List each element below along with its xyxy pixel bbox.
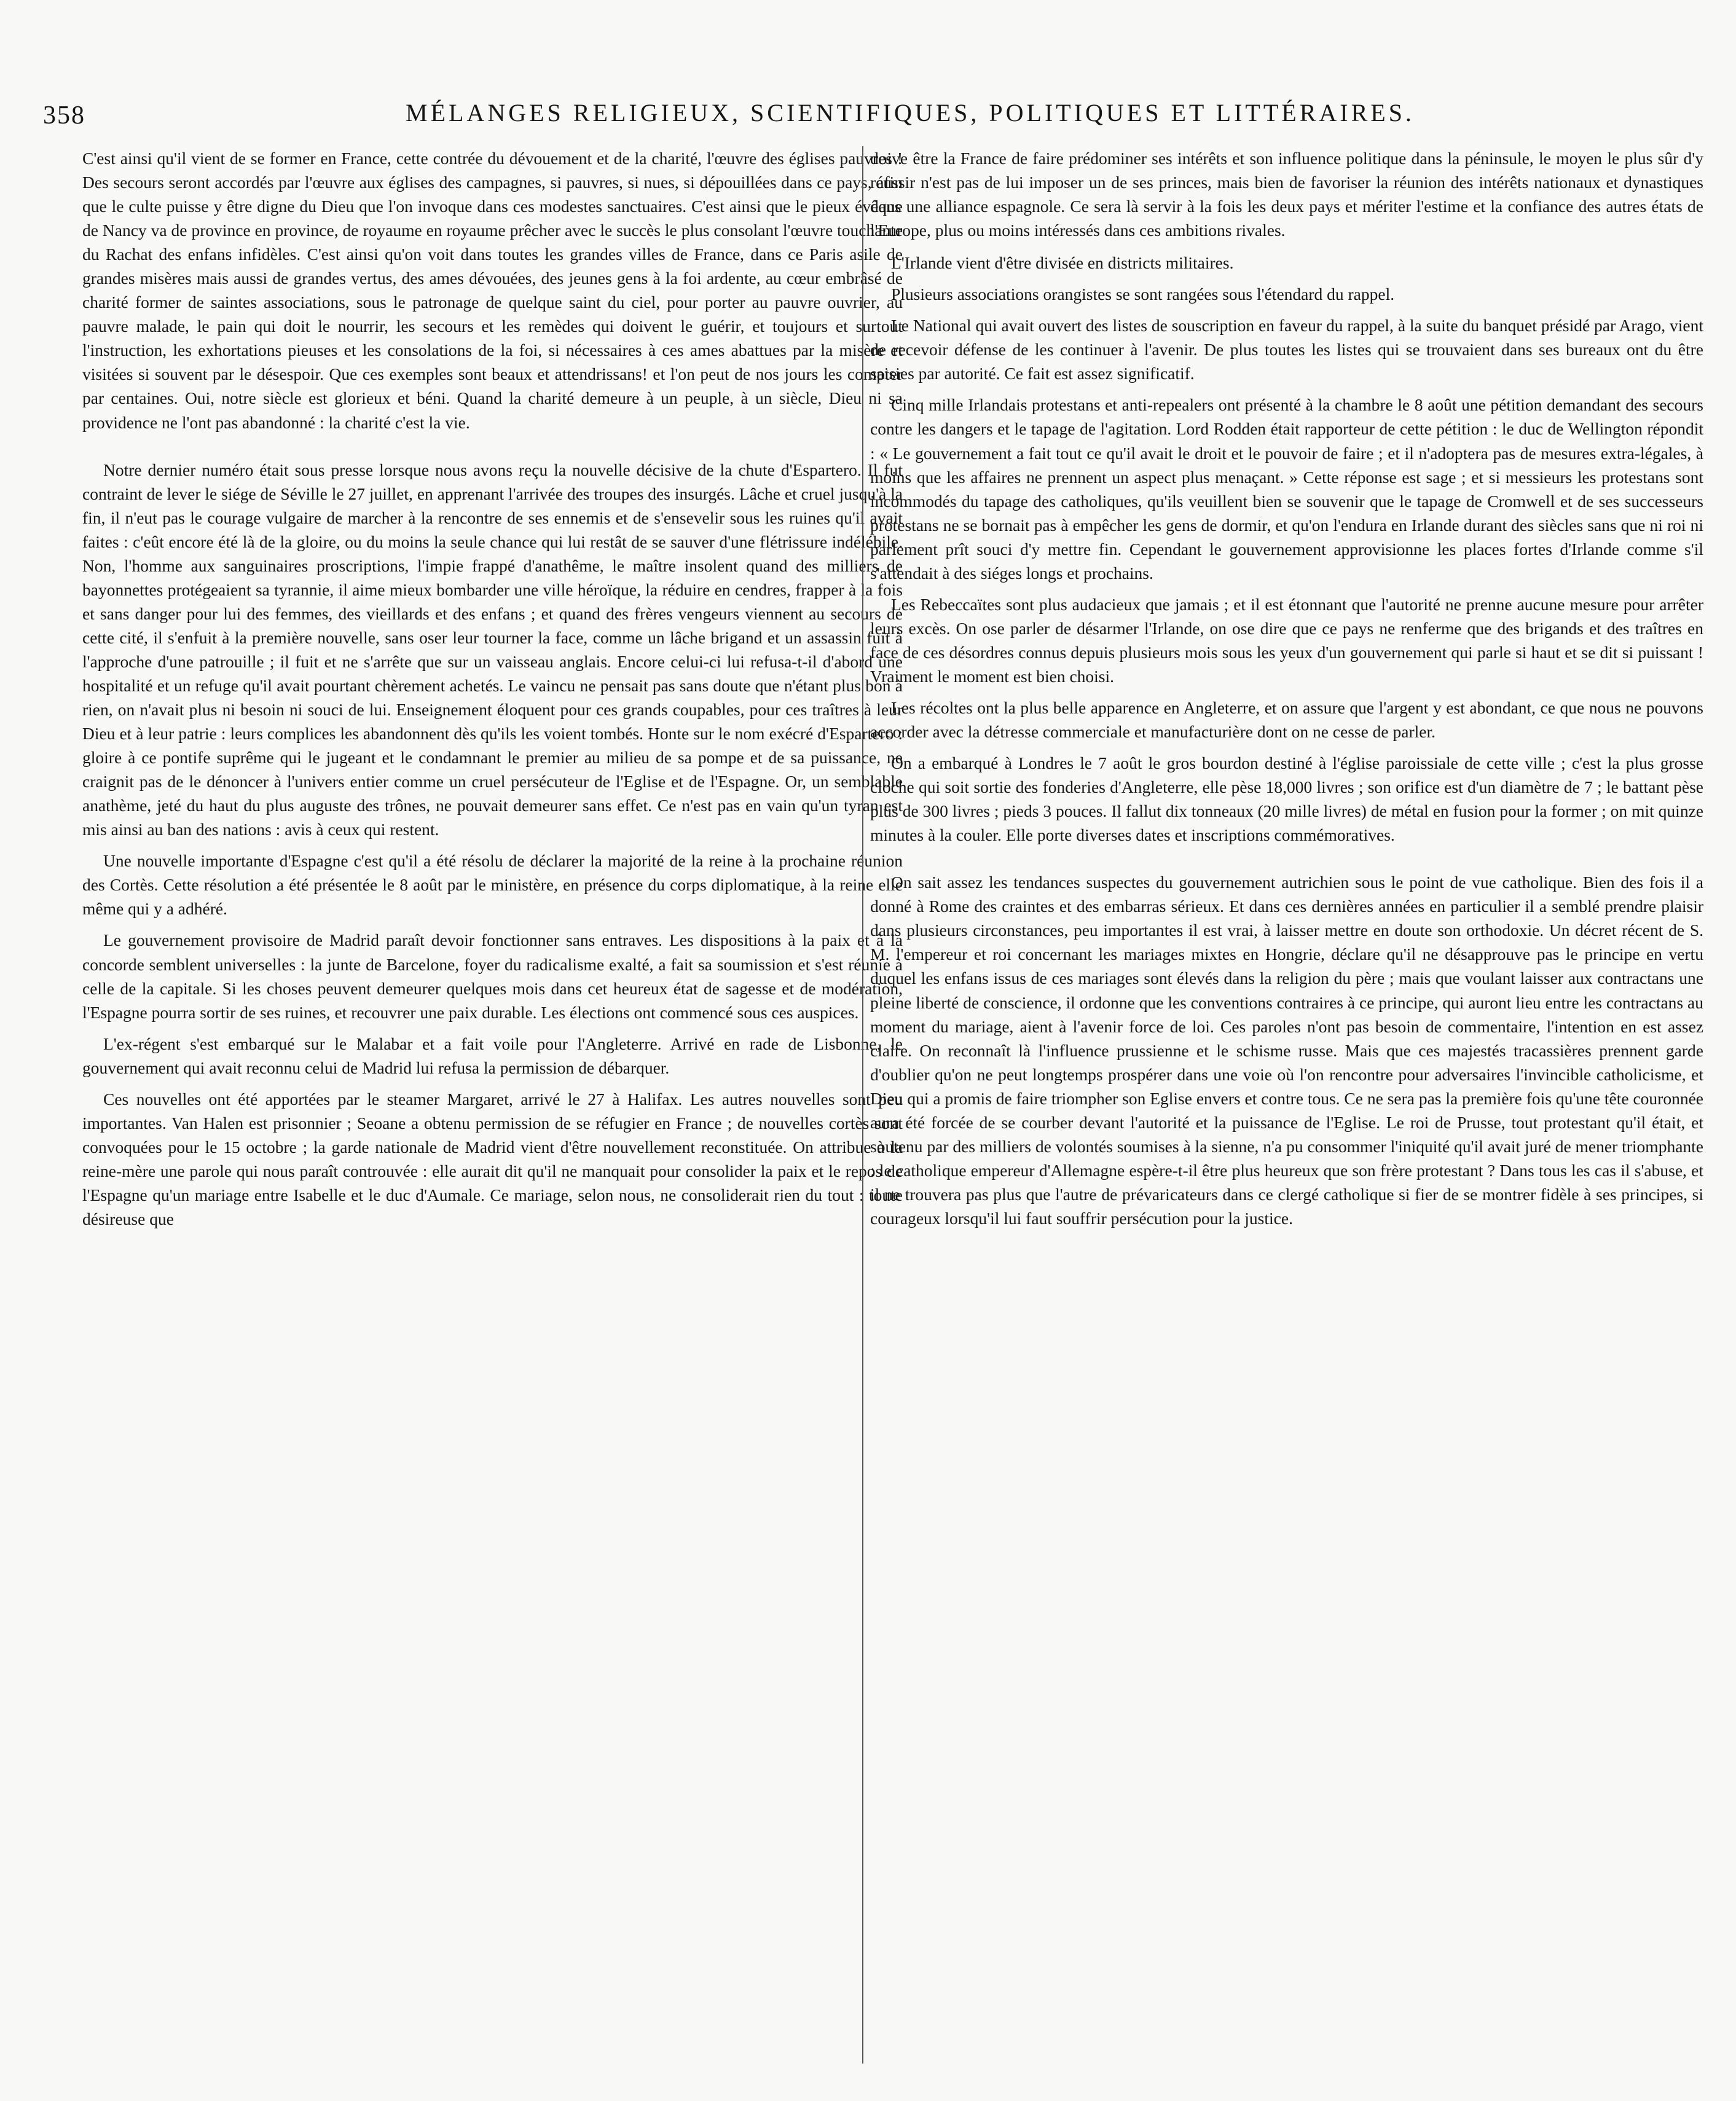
article-london-bell: On a embarqué à Londres le 7 août le gros bourdon destiné à l'église paroissiale de cette ville ; c'est la plus grosse cloche qui soit sortie des fonderies d'Angleterre, elle pèse 18,000 livres ; son orifice est d'un diamètre de 7 ; le battant pèse plus de 300 livres ; pieds 3 pouces. Il fallut dix tonneaux (20 mille livres) de métal en fusion pour la former ; on mit quinze minutes à la couler. Elle porte diverses dates et inscriptions commémoratives. — [870, 753, 1703, 845]
article-orangist-associations: Plusieurs associations orangistes se sont rangées sous l'étendard du rappel. — [891, 285, 1395, 304]
left-column — [82, 146, 903, 1231]
article-austrian-government: On sait assez les tendances suspectes du gouvernement autrichien sous le point de vue catholique. Bien des fois il a donné à Rome des craintes et des embarras sérieux. Et dans ces dernières années en particulier il a semblé prendre plaisir dans plusieurs circonstances, peu importantes il est vrai, à laisser mettre en doute son orthodoxie. Un décret récent de S. M. l'empereur et roi concernant les mariages mixtes en Hongrie, déclare qu'il ne désapprouve pas le principe en vertu duquel les enfans issus de ces mariages sont élevés dans la religion du père ; mais que voulant laisser aux contractans une pleine liberté de conscience, il ordonne que les conventions contraires à ce principe, qui auront lieu entre les contractans au moment du mariage, aient à l'avenir force de loi. Ces paroles n'ont pas besoin de commentaire, l'intention en est assez claire. On reconnaît là l'influence prussienne et le schisme russe. Mais que ces majestés tracassières prennent garde d'oublier qu'on ne peut longtemps prospérer dans une voie où l'on rencontre pour adversaires l'invincible catholicisme, et Dieu qui a promis de faire triompher son Eglise envers et contre tous. Ce ne sera pas la première fois qu'une tête couronnée aura été forcée de se courber devant l'autorité et la puissance de l'Eglise. Le roi de Prusse, tout protestant qu'il était, et soutenu par des milliers de volontés soumises à la sienne, n'a pu consommer l'iniquité qu'il avait juré de mener triomphante : le catholique empereur d'Allemagne espère-t-il être plus heureux que son frère protestant ? Dans tous les cas il s'abuse, et il ne trouvera pas plus que l'autre de prévaricateurs dans ce clergé catholique si fier de se montrer fidèle à ses principes, si courageux lorsqu'il lui faut souffrir persécution pour la justice. — [870, 873, 1703, 1228]
page-number: 358 — [43, 101, 85, 130]
article-charity-works: C'est ainsi qu'il vient de se former en France, cette contrée du dévouement et de la charité, l'œuvre des églises pauvres ! Des secours seront accordés par l'œuvre aux églises des campagnes, si pauvres, si nues, si dépouillées dans ce pays, afin que le culte puisse y être digne du Dieu que l'on invoque dans ces modestes sanctuaires. C'est ainsi que le pieux évêque de Nancy va de province en province, de royaume en royaume prêcher avec le succès le plus consolant l'œuvre touchante du Rachat des enfans infidèles. C'est ainsi qu'on voit dans toutes les grandes villes de France, dans ce Paris asile de grandes misères mais aussi de grandes vertus, des ames dévouées, des jeunes gens à la foi ardente, au cœur embrâsé de charité former de saintes associations, sous le patronage de quelque saint du ciel, pour porter au pauvre ouvrier, au pauvre malade, le pain qui doit le nourrir, les secours et les remèdes qui doivent le guérir, et toujours et surtout l'instruction, les exhortations pieuses et les consolations de la foi, si nécessaires à ces ames abattues par la misère et visitées si souvent par le désespoir. Que ces exemples sont beaux et attendrissans! et l'on peut de nos jours les compter par centaines. Oui, notre siècle est glorieux et béni. Quand la charité demeure à un peuple, à un siècle, Dieu ni sa providence ne l'ont pas abandonné : la charité c'est la vie. — [82, 149, 903, 432]
article-spanish-alliance: doive être la France de faire prédominer ses intérêts et son influence politique dans la péninsule, le moyen le plus sûr d'y réussir n'est pas de lui imposer un de ses princes, mais bien de favoriser la réunion des intérêts nationaux et dynastiques dans une alliance espagnole. Ce sera là servir à la fois les deux pays et mériter l'estime et la confiance des autres états de l'Europe, plus ou moins intéressés dans ces ambitions rivales. — [870, 149, 1703, 240]
article-ex-regent: L'ex-régent s'est embarqué sur le Malabar et a fait voile pour l'Angleterre. Arrivé en rade de Lisbonne, le gouvernement qui avait reconnu celui de Madrid lui refusa la permission de débarquer. — [82, 1034, 903, 1077]
article-espartero-fall: Notre dernier numéro était sous presse lorsque nous avons reçu la nouvelle décisive de la chute d'Espartero. Il fut contraint de lever le siége de Séville le 27 juillet, en apprenant l'arrivée des troupes des insurgés. Lâche et cruel jusqu'à la fin, il n'eut pas le courage vulgaire de marcher à la rencontre de ses ennemis et de s'ensevelir sous les ruines qu'il avait faites : c'eût encore été là de la gloire, ou du moins la seule chance qui lui restât de se sauver d'une flétrissure indélébile. Non, l'homme aux sanguinaires proscriptions, l'impie frappé d'anathême, le maître insolent quand des milliers de bayonnettes protégeaient sa tyrannie, il aime mieux bombarder une ville héroïque, la réduire en cendres, frapper à la fois et sans danger pour lui des femmes, des vieillards et des enfans ; et quand des frères vengeurs viennent au secours de cette cité, il s'enfuit à la première nouvelle, sans oser leur tourner la face, comme un lâche brigand et un assassin fuit à l'approche d'une patrouille ; il fuit et ne s'arrête que sur un vaisseau anglais. Encore celui-ci lui refusa-t-il d'abord une hospitalité et un refuge qu'il avait pourtant chèrement achetés. Le vaincu ne pensait pas sans doute que n'étant plus bon à rien, on n'avait plus ni besoin ni souci de lui. Enseignement éloquent pour ces grands coupables, pour ces traîtres à leur Dieu et à leur patrie : leurs complices les abandonnent dès qu'ils les voient tombés. Honte sur le nom exécré d'Espartero : gloire à ce pontife suprême qui le jugeant et le condamnant le premier au milieu de sa pompe et de sa puissance, ne craignit pas de le dénoncer à l'univers entier comme un cruel persécuteur de l'Eglise et de l'Espagne. Or, un semblable anathème, jeté du haut du plus auguste des trônes, ne pouvait demeurer sans effet. Ce n'est pas en vain qu'un tyran est mis ainsi au ban des nations : avis à ceux qui restent. — [82, 460, 903, 839]
article-national-subscription: Le National qui avait ouvert des listes de souscription en faveur du rappel, à la suite du banquet présidé par Arago, vient de recevoir défense de les continuer à l'avenir. De plus toutes les listes qui se trouvaient dans ses bureaux ont du être saisies par autorité. Ce fait est assez significatif. — [870, 316, 1703, 383]
article-madrid-government: Le gouvernement provisoire de Madrid paraît devoir fonctionner sans entraves. Les dispositions à la paix et à la concorde semblent universelles : la junte de Barcelone, foyer du radicalisme exalté, a fait sa soumission et s'est réunie à celle de la capitale. Si les choses peuvent demeurer quelques mois dans cet heureux état de sagesse et de modération, l'Espagne pourra sortir de ses ruines, et recouvrer une paix durable. Les élections ont commencé sous ces auspices. — [82, 930, 903, 1022]
article-rebeccaites: Les Rebeccaïtes sont plus audacieux que jamais ; et il est étonnant que l'autorité ne prenne aucune mesure pour arrêter leurs excès. On ose parler de désarmer l'Irlande, on ose dire que ce pays ne renferme que des brigands et des traîtres en face de ces désordres connus depuis plusieurs mois sous les yeux d'un gouvernement qui parle si haut et se dit si puissant ! Vraiment le moment est bien choisi. — [870, 594, 1703, 686]
article-ireland-districts: L'Irlande vient d'être divisée en districts militaires. — [891, 253, 1234, 273]
running-title: MÉLANGES RELIGIEUX, SCIENTIFIQUES, POLITIQUES ET LITTÉRAIRES. — [406, 99, 1415, 127]
page-header — [43, 98, 1696, 141]
article-queen-majority: Une nouvelle importante d'Espagne c'est qu'il a été résolu de déclarer la majorité de la reine à la prochaine réunion des Cortès. Cette résolution a été présentée le 8 août par le ministère, en présence du corps diplomatique, à la reine elle même qui y a adhéré. — [82, 851, 903, 919]
article-england-harvest: Les récoltes ont la plus belle apparence en Angleterre, et on assure que l'argent y est abondant, ce que nous ne pouvons accorder avec la détresse commerciale et manufacturière dont on ne cesse de parler. — [870, 697, 1703, 742]
right-column — [870, 146, 1703, 1230]
article-irish-protestants: Cinq mille Irlandais protestans et anti-repealers ont présenté à la chambre le 8 août une pétition demandant des secours contre les dangers et le tapage de l'agitation. Lord Rodden était rapporteur de cette pétition : le duc de Wellington répondit : « Le gouvernement a fait tout ce qu'il avait le droit et le pouvoir de faire ; et il n'adoptera pas de mesures extra-légales, à moins que les affaires ne prennent un aspect plus menaçant. » Cette réponse est sage ; et si messieurs les protestans sont incommodés du tapage des catholiques, qu'ils veuillent bien se souvenir que le tapage de Cromwell et de ses successeurs protestans ne se bornait pas à empêcher les gens de dormir, et qu'on l'endura en Irlande durant des siècles sans que ni roi ni parlement prît souci d'y mettre fin. Cependant le gouvernement approvisionne les places fortes d'Irlande comme s'il s'attendait à des siéges longs et prochains. — [870, 395, 1703, 583]
column-divider — [862, 146, 863, 2064]
article-steamer-news: Ces nouvelles ont été apportées par le steamer Margaret, arrivé le 27 à Halifax. Les autres nouvelles sont peu importantes. Van Halen est prisonnier ; Seoane a obtenu permission de se réfugier en France ; de nouvelles cortès sont convoquées pour le 15 octobre ; la garde nationale de Madrid vient d'être nouvellement reconstituée. On attribue à la reine-mère une parole qui nous paraît controuvée : elle aurait dit qu'il ne manquait pour consolider la paix et le repos de l'Espagne qu'un mariage entre Isabelle et le duc d'Aumale. Ce mariage, selon nous, ne consoliderait rien du tout : toute désireuse que — [82, 1089, 903, 1228]
